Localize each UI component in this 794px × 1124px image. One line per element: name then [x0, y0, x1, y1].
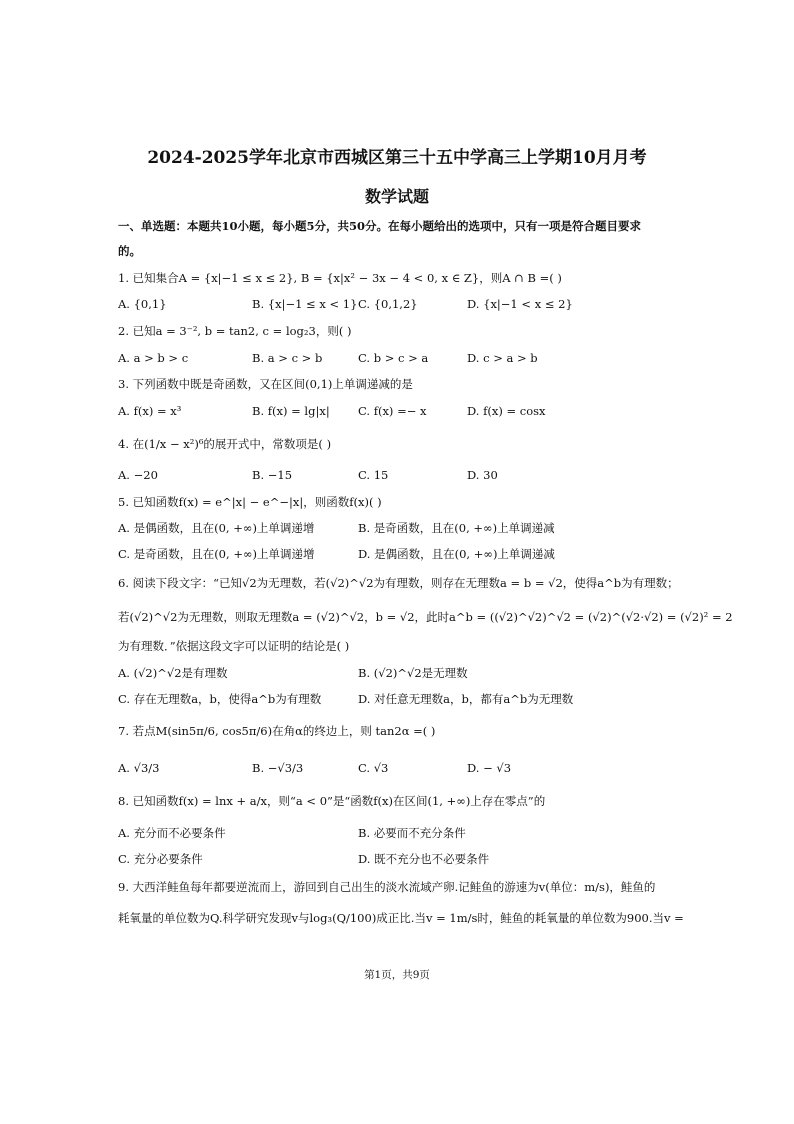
q7-option-b: B. −√3/3: [252, 761, 304, 775]
q6-line3: 为有理数．”依据这段文字可以证明的结论是( ): [118, 639, 350, 653]
q6-line2: 若(√2)^√2为无理数，则取无理数a = (√2)^√2，b = √2，此时a^b = ((√2)^√2)^√2 = (√2)^(√2·√2) = (√2)² = 2: [118, 610, 733, 624]
q1-option-a: A. {0,1}: [118, 297, 167, 311]
q1-option-d: D. {x|−1 < x ≤ 2}: [467, 297, 573, 311]
q3-option-c: C. f(x) =− x: [358, 404, 427, 418]
q3-stem: 3. 下列函数中既是奇函数，又在区间(0,1)上单调递减的是: [118, 377, 413, 391]
q4-stem: 4. 在(1/x − x²)⁶的展开式中，常数项是( ): [118, 437, 332, 451]
q6-option-b: B. (√2)^√2是无理数: [358, 666, 468, 680]
q8-stem: 8. 已知函数f(x) = lnx + a/x，则“a < 0”是“函数f(x)在区间(1, +∞)上存在零点”的: [118, 794, 546, 808]
q4-option-c: C. 15: [358, 468, 389, 482]
q2-option-d: D. c > a > b: [467, 351, 538, 365]
exam-subtitle: 数学试题: [364, 187, 429, 206]
q4-option-d: D. 30: [467, 468, 498, 482]
q7-option-d: D. − √3: [467, 761, 512, 775]
q8-option-c: C. 充分必要条件: [118, 852, 203, 866]
q6-line1: 6. 阅读下段文字：“已知√2为无理数，若(√2)^√2为有理数，则存在无理数a = b = √2，使得a^b为有理数；: [118, 576, 679, 590]
section-heading-line2: 的。: [118, 244, 141, 258]
q1-stem: 1. 已知集合A = {x|−1 ≤ x ≤ 2}, B = {x|x² − 3x − 4 < 0, x ∈ Z}，则A ∩ B =( ): [118, 271, 562, 285]
q5-option-c: C. 是奇函数，且在(0, +∞)上单调递增: [118, 547, 315, 561]
q8-option-d: D. 既不充分也不必要条件: [358, 852, 490, 866]
q9-line2: 耗氧量的单位数为Q.科学研究发现v与log₃(Q/100)成正比.当v = 1m/s时，鲑鱼的耗氧量的单位数为900.当v =: [118, 911, 684, 925]
q6-option-d: D. 对任意无理数a，b，都有a^b为无理数: [358, 692, 574, 706]
q5-option-d: D. 是偶函数，且在(0, +∞)上单调递减: [358, 547, 555, 561]
q7-option-c: C. √3: [358, 761, 389, 775]
q1-option-b: B. {x|−1 ≤ x < 1}: [252, 297, 358, 311]
q9-line1: 9. 大西洋鲑鱼每年都要逆流而上，游回到自己出生的淡水流域产卵.记鲑鱼的游速为v(单位：m/s)，鲑鱼的: [118, 880, 656, 894]
q8-option-b: B. 必要而不充分条件: [358, 826, 466, 840]
q3-option-d: D. f(x) = cosx: [467, 404, 546, 418]
q2-option-b: B. a > c > b: [252, 351, 323, 365]
q6-option-c: C. 存在无理数a，b，使得a^b为有理数: [118, 692, 322, 706]
section-heading-line1: 一、单选题：本题共10小题，每小题5分，共50分。在每小题给出的选项中，只有一项是符合题目要求: [118, 219, 642, 233]
q7-option-a: A. √3/3: [118, 761, 160, 775]
q6-option-a: A. (√2)^√2是有理数: [118, 666, 228, 680]
q3-option-a: A. f(x) = x³: [118, 404, 182, 418]
q5-option-b: B. 是奇函数，且在(0, +∞)上单调递减: [358, 521, 555, 535]
q8-option-a: A. 充分而不必要条件: [118, 826, 226, 840]
q7-stem: 7. 若点M(sin5π/6, cos5π/6)在角α的终边上，则 tan2α =( ): [118, 724, 436, 738]
q4-option-a: A. −20: [118, 468, 158, 482]
q3-option-b: B. f(x) = lg|x|: [252, 404, 330, 418]
q5-stem: 5. 已知函数f(x) = e^|x| − e^−|x|，则函数f(x)( ): [118, 495, 382, 509]
q2-option-c: C. b > c > a: [358, 351, 429, 365]
q1-option-c: C. {0,1,2}: [358, 297, 418, 311]
q2-stem: 2. 已知a = 3⁻², b = tan2, c = log₂3，则( ): [118, 324, 352, 338]
q2-option-a: A. a > b > c: [118, 351, 189, 365]
exam-title: 2024-2025学年北京市西城区第三十五中学高三上学期10月月考: [147, 148, 647, 168]
q5-option-a: A. 是偶函数，且在(0, +∞)上单调递增: [118, 521, 315, 535]
page-footer: 第1页，共9页: [364, 969, 430, 981]
q4-option-b: B. −15: [252, 468, 293, 482]
